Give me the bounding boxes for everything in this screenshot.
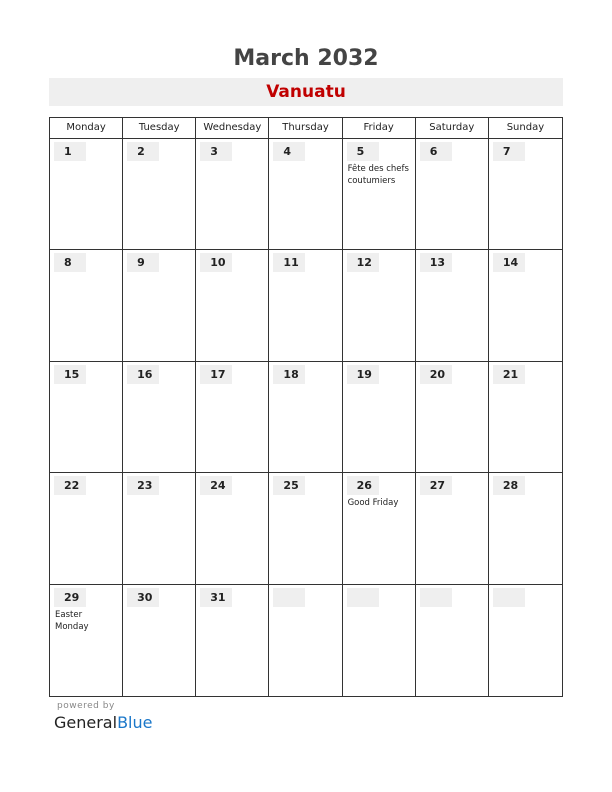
day-number: 25 <box>273 476 305 495</box>
day-cell <box>196 139 269 250</box>
weekday-header: Sunday <box>489 118 562 139</box>
day-cell <box>50 362 123 473</box>
country-name: Vanuatu <box>266 82 346 102</box>
day-number: 11 <box>273 253 305 272</box>
calendar-grid <box>49 117 563 697</box>
day-cell <box>196 585 269 696</box>
day-number: 29 <box>54 588 86 607</box>
day-number: 9 <box>127 253 159 272</box>
day-number: 28 <box>493 476 525 495</box>
day-number: 1 <box>54 142 86 161</box>
day-cell <box>269 362 342 473</box>
day-number: 10 <box>200 253 232 272</box>
day-cell <box>50 473 123 584</box>
day-cell <box>343 585 416 696</box>
day-cell <box>123 250 196 361</box>
day-number: 4 <box>273 142 305 161</box>
day-cell <box>416 362 489 473</box>
day-number: 20 <box>420 365 452 384</box>
day-cell <box>489 362 562 473</box>
holiday-label: Good Friday <box>347 498 399 509</box>
day-cell <box>343 362 416 473</box>
day-cell <box>343 473 416 584</box>
weekday-header: Wednesday <box>196 118 269 139</box>
day-cell <box>489 473 562 584</box>
day-cell <box>343 139 416 250</box>
day-cell <box>50 139 123 250</box>
day-number: 12 <box>347 253 379 272</box>
powered-by-label: powered by <box>57 701 115 711</box>
logo-blue: Blue <box>117 713 153 732</box>
day-number: 14 <box>493 253 525 272</box>
day-number: 7 <box>493 142 525 161</box>
day-number: 19 <box>347 365 379 384</box>
day-cell <box>123 362 196 473</box>
day-cell <box>50 585 123 696</box>
day-number: 6 <box>420 142 452 161</box>
day-cell <box>196 250 269 361</box>
weekday-header: Tuesday <box>123 118 196 139</box>
day-number: 31 <box>200 588 232 607</box>
calendar-title: March 2032 <box>233 46 379 71</box>
day-number: 22 <box>54 476 86 495</box>
day-cell <box>416 473 489 584</box>
day-cell <box>343 250 416 361</box>
day-cell <box>269 250 342 361</box>
day-number: 13 <box>420 253 452 272</box>
day-number: 18 <box>273 365 305 384</box>
day-number: 16 <box>127 365 159 384</box>
country-banner <box>49 78 563 106</box>
weekday-header: Friday <box>343 118 416 139</box>
day-cell <box>269 585 342 696</box>
day-number: 15 <box>54 365 86 384</box>
weekday-header: Saturday <box>416 118 489 139</box>
day-cell <box>123 139 196 250</box>
day-cell <box>416 250 489 361</box>
day-number: 2 <box>127 142 159 161</box>
day-number <box>347 588 379 607</box>
weekday-header: Thursday <box>269 118 342 139</box>
day-number: 3 <box>200 142 232 161</box>
day-number: 8 <box>54 253 86 272</box>
day-cell <box>269 139 342 250</box>
day-number: 30 <box>127 588 159 607</box>
day-number <box>493 588 525 607</box>
day-number: 5 <box>347 142 379 161</box>
day-cell <box>489 250 562 361</box>
day-cell <box>196 362 269 473</box>
holiday-label: Easter Monday <box>55 609 89 632</box>
generalblue-logo <box>54 713 152 732</box>
day-number: 21 <box>493 365 525 384</box>
day-cell <box>416 585 489 696</box>
day-cell <box>489 585 562 696</box>
logo-general: General <box>54 713 118 732</box>
day-cell <box>123 585 196 696</box>
weekday-header: Monday <box>50 118 123 139</box>
day-number: 23 <box>127 476 159 495</box>
day-number: 26 <box>347 476 379 495</box>
day-cell <box>196 473 269 584</box>
day-number: 27 <box>420 476 452 495</box>
day-cell <box>123 473 196 584</box>
day-cell <box>489 139 562 250</box>
day-number: 17 <box>200 365 232 384</box>
day-number: 24 <box>200 476 232 495</box>
day-cell <box>269 473 342 584</box>
day-number <box>273 588 305 607</box>
holiday-label: Fête des chefs coutumiers <box>347 164 409 186</box>
day-number <box>420 588 452 607</box>
day-cell <box>416 139 489 250</box>
day-cell <box>50 250 123 361</box>
